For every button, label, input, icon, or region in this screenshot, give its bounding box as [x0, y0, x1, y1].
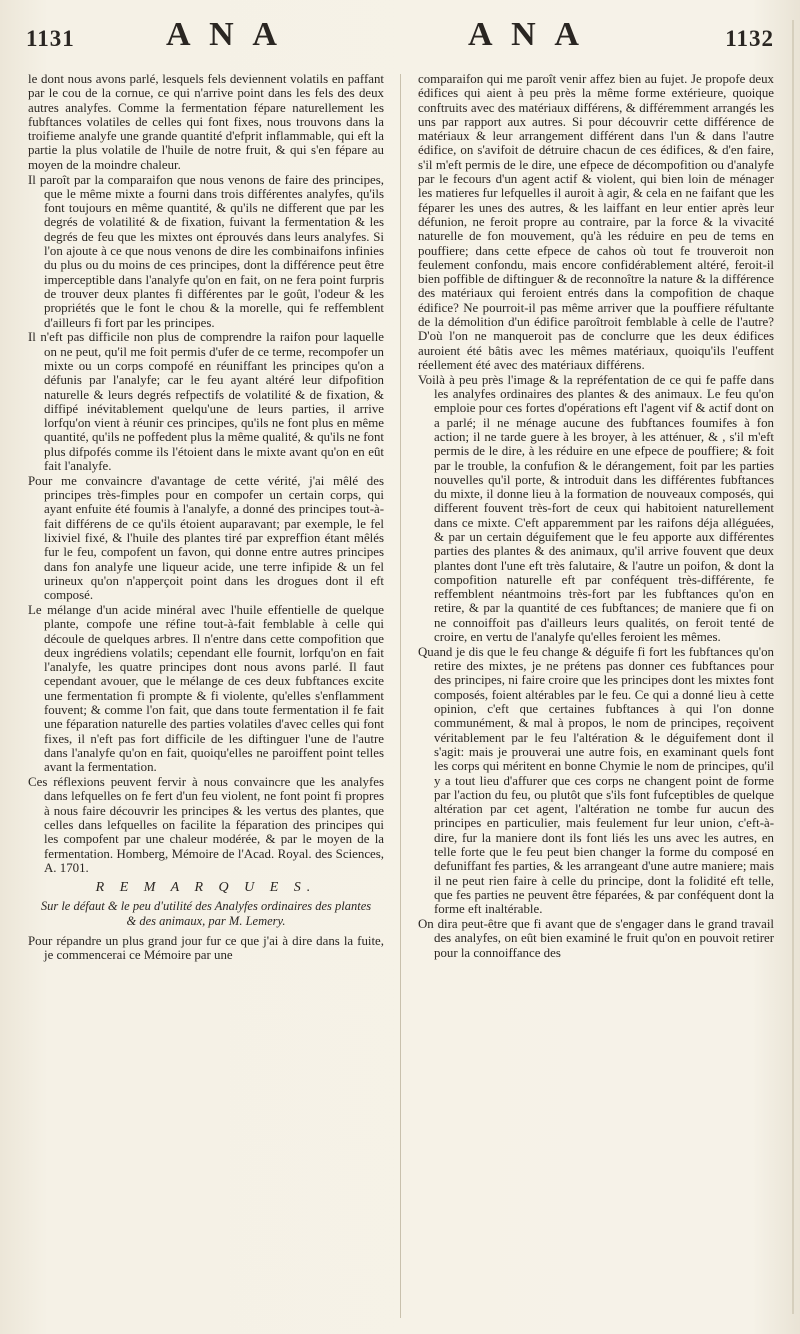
paragraph: Il paroît par la comparaifon que nous venons de faire des principes, que le même mixte a fourni dans trois différentes analyfes, qu'ils font toujours en même quantité, & qu'ils ne different que par les degrés de volatilité & de fixation, fuivant la fermentation & les degrés de feu que les mixtes ont éprouvés dans leurs analyfes. Si l'on ajoute à ce que nous venons de dire les combinaifons infinies du plus ou du moins de ces principes, dont la différence peut être imperceptible dans l'analyfe qu'on en fait, on ne fera point furpris de trouver deux plantes fi différentes par le goût, l'odeur & les propriétés que le font le chou & la morelle, qui fe reffemblent d'ailleurs fi fort par les principes. — [28, 172, 384, 330]
paragraph: Quand je dis que le feu change & déguife fi fort les fubftances qu'on retire des mixtes, je ne prétens pas donner ces fubftances pour des principes, ni faire croire que les principes dont les mixtes font composés, foient altérables par le feu. Ce qui a donné lieu à cette opinion, c'eft que certaines fubftances à qui l'on donne communément, & mal à propos, le nom de principes, reçoivent véritablement par le feu l'altération & le déguifement dont il s'agit: mais je prouverai une autre fois, en examinant quels font les corps qui méritent en bonne Chymie le nom de principes, qu'il y a tout lieu d'affurer que ces corps ne changent point de forme par l'action du feu, ou plutôt que s'ils font fufceptibles de quelque altération par cet agent, l'altération ne tombe fur aucun des principes en particulier, mais feulement fur leur union, c'eft-à-dire, fur la maniere dont ils font liés les uns avec les autres, en telle forte que le feu peut bien changer la forme du composé en defuniffant fes parties, & les arrangeant d'une autre maniere; mais il ne peut rien faire à celle du principe, dont la folidité eft telle, que fes parties ne peuvent être féparées, & par conféquent dont la forme eft inaltérable. — [418, 644, 774, 917]
paragraph: Voilà à peu près l'image & la repréfentation de ce qui fe paffe dans les analyfes ordinaires des plantes & des animaux. Le feu qu'on emploie pour ces fortes d'opérations eft l'agent vif & actif dont on a parlé; il ne ménage aucune des fubftances foumifes à fon action; il ne tarde guere à les broyer, à les atténuer, & , s'il m'eft permis de le dire, à les réduire en une efpece de pouffiere; & foit par le trouble, la confufion & le dérangement, foit par les parties nouvelles qu'il porte, & introduit dans les différentes fubftances du mixte, il donne lieu à la formation de nouveaux composés, qui different fouvent très-fort de ceux qui habitoient naturellement dans ce mixte. C'eft apparemment par les raifons déja alléguées, & par un certain déguifement que le feu apporte aux différentes parties des plantes & des animaux, qu'il arrive fouvent que deux plantes dont l'une eft très falutaire, & l'autre un poifon, & dont la compofition naturelle eft par conféquent très-différente, fe reffemblent néantmoins très-fort par les fubftances qu'on en retire, & par la quantité de ces fubftances; de maniere que fi on ne connoiffoit pas d'ailleurs leurs qualités, on feroit tenté de croire, en vertu de l'analyfe qu'elles feroient les mêmes. — [418, 372, 774, 645]
paragraph: Le mélange d'un acide minéral avec l'huile effentielle de quelque plante, compofe une réfine tout-à-fait femblable à celle qui découle de quelques arbres. Il n'entre dans cette compofition que deux ingrédiens volatils; cependant elle fournit, lorfqu'on en fait l'analyfe, les quatre principes dont nous avons parlé. Il faut cependant avouer, que le mélange de ces deux fubftances excite une fermentation fi prompte & fi violente, qu'elles s'enflamment fouvent; & comme l'on fait, que dans toute fermentation il fe fait une féparation naturelle des parties volatiles d'avec celles qui font fixes, il n'eft pas fort difficile de les diftinguer l'une de l'autre dans l'analyfe qu'on en fait, quoiqu'elles ne paroiffent point telles avant la fermentation. — [28, 602, 384, 775]
paragraph: Pour répandre un plus grand jour fur ce que j'ai à dire dans la fuite, je commencerai ce Mémoire par une — [28, 934, 384, 963]
paragraph: Ces réflexions peuvent fervir à nous convaincre que les analyfes dans lefquelles on fe fert d'un feu violent, ne font point fi propres à nous faire découvrir les principes & les vertus des plantes, que celles dans lefquelles on facilite la féparation des principes qui les compofent par une chaleur modérée, & par le moyen de la fermentation. Homberg, Mémoire de l'Acad. Royal. des Sciences, A. 1701. — [28, 775, 384, 875]
right-page-number: 1132 — [725, 26, 774, 51]
paragraph: Il n'eft pas difficile non plus de comprendre la raifon pour laquelle on ne peut, qu'il me foit permis d'ufer de ce terme, recompofer un mixte ou un corps compofé en réuniffant les principes qu'on a défunis par l'analyfe; car le feu ayant altéré leur difpofition naturelle & leurs degrés refpectifs de volatilité & de fixation, & diffipé inévitablement quelqu'une de leurs parties, il arrive lorfqu'on vient à réunir ces principes, qu'ils ne font plus en même quantité, qu'ils ne poffedent plus la même qualité, & qu'ils ne font plus difpofés comme ils l'étoient dans le mixte avant qu'on en eût fait l'analyfe. — [28, 330, 384, 474]
paragraph: Pour me convaincre d'avantage de cette vérité, j'ai mêlé des principes très-fimples pour en compofer un certain corps, qui ayant enfuite été foumis à l'analyfe, a donné des principes tout-à-fait différens de ce qu'ils étoient auparavant; par exemple, le fel lixiviel fixé, & l'huile des plantes tiré par expreffion étant mêlés fur le feu, compofent un favon, qui donne entre autres principes dans fon analyfe une liqueur acide, une terre infipide & un fel urineux qu'on n'apperçoit point dans les drogues dont il eft composé. — [28, 473, 384, 603]
page-edge — [792, 20, 794, 1314]
paragraph: le dont nous avons parlé, lesquels fels deviennent volatils en paffant par le cou de la cornue, ce qui n'arrive point dans les fels des deux autres analyfes. Comme la fermentation fépare naturellement les fubftances volatiles de celles qui font fixes, nous trouvons dans la troifieme analyfe une grande quantité d'efprit inflammable, qui eft la partie la plus volatile de l'huile de notre fruit, & qui s'en fépare au moyen de la moindre chaleur. — [28, 72, 384, 172]
left-column — [28, 72, 384, 963]
left-page-number: 1131 — [26, 26, 75, 51]
section-heading: R E M A R Q U E S. — [95, 880, 317, 896]
column-divider — [400, 74, 401, 1318]
left-running-head: A N A — [166, 16, 283, 53]
right-running-head: A N A — [468, 16, 585, 53]
paragraph: On dira peut-être que fi avant que de s'engager dans le grand travail des analyfes, on eût bien examiné le fruit qu'on en pouvoit retirer pour la connoiffance des — [418, 917, 774, 960]
running-header — [26, 10, 774, 66]
right-column — [418, 72, 774, 960]
section-subtitle: Sur le défaut & le peu d'utilité des Analyfes ordinaires des plantes & des animaux, par M. Lemery. — [40, 899, 372, 928]
paragraph: comparaifon qui me paroît venir affez bien au fujet. Je propofe deux édifices qui aient à peu près la même forme extérieure, quoique conftruits avec des matériaux différens, & différemment arrangés les uns par rapport aux autres. Si pour découvrir cette différence de matériaux & leur arrangement différent dans l'un & dans l'autre édifice, on s'avifoit de détruire chacun de ces édifices, & d'en faire, s'il m'eft permis de le dire, une efpece de décompofition ou d'analyfe par le fecours d'un agent actif & violent, qui bien loin de ménager les matieres fur lefquelles il auroit à agir, & cela en ne faifant que les féparer les unes des autres, & les laiffant en leur entier après leur défunion, ne feroit propre au contraire, par la force & la vivacité naturelle de fon mouvement, qu'à les réduire en peu de tems en pouffiere; dans cette efpece de cahos où tout fe trouveroit non feulement confondu, mais encore confidérablement altéré, feroit-il bien poffible de diftinguer & de reconnoître la nature & la différence des matériaux qui feroient entrés dans la compofition de chaque édifice? Ne pourroit-il pas même arriver que la pouffiere réfultante de la démolition d'un édifice paroîtroit femblable à celle de l'autre? D'où l'on ne manqueroit pas de conclurre que les deux édifices auroient été bâtis avec les mêmes matériaux, quoiqu'ils l'euffent réellement été avec des matériaux différens. — [418, 72, 774, 372]
